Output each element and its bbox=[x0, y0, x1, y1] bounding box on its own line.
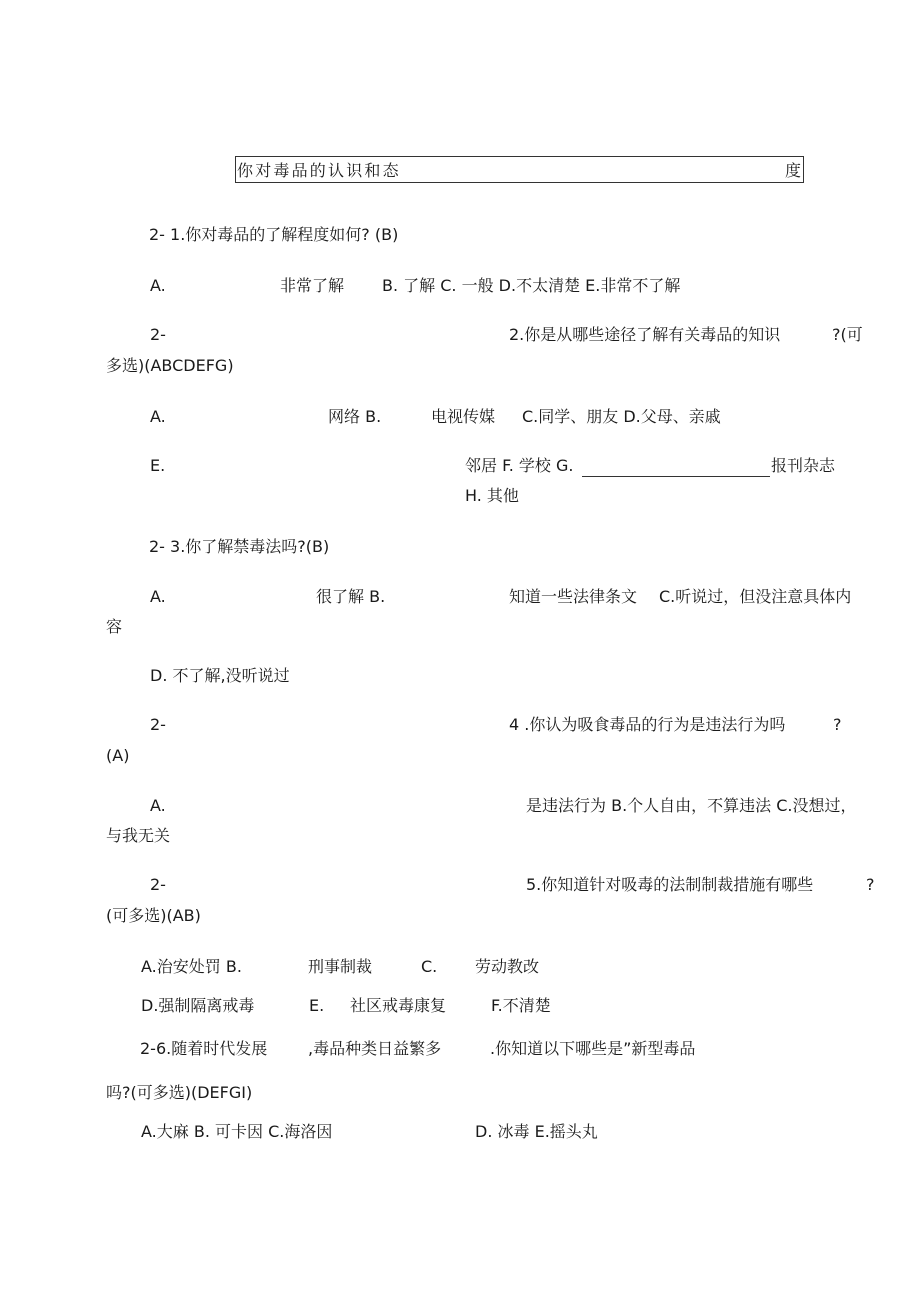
q2-option-a-letter: A. bbox=[150, 407, 166, 426]
q4-option-a-letter: A. bbox=[150, 796, 166, 815]
q5-option-b-text: 刑事制裁 bbox=[308, 957, 373, 976]
q5-option-c-text: 劳动教改 bbox=[475, 957, 540, 976]
q6-options-line1: A.大麻 B. 可卡因 C.海洛因 bbox=[141, 1122, 333, 1141]
q4-answer: (A) bbox=[106, 746, 130, 765]
q6-options-line2: D. 冰毒 E.摇头丸 bbox=[475, 1122, 598, 1141]
q5-option-f-text: F.不清楚 bbox=[491, 996, 551, 1015]
q5-option-c-letter: C. bbox=[421, 957, 438, 976]
q3-option-c-text: C.听说过，但没注意具体内 bbox=[659, 587, 852, 606]
q2-option-cd-text: C.同学、朋友 D.父母、亲戚 bbox=[522, 407, 721, 426]
q2-blank-line bbox=[582, 476, 770, 477]
q2-stem-end: ?(可 bbox=[832, 325, 863, 344]
q3-option-a-text: 很了解 B. bbox=[316, 587, 386, 606]
q2-option-h-text: H. 其他 bbox=[465, 486, 519, 505]
q5-option-ab-text: A.治安处罚 B. bbox=[141, 957, 242, 976]
q3-option-c-continued: 容 bbox=[106, 617, 123, 636]
q3-option-b-text: 知道一些法律条文 bbox=[509, 587, 638, 606]
q5-option-d-text: D.强制隔离戒毒 bbox=[141, 996, 255, 1015]
q3-stem: 2- 3.你了解禁毒法吗?(B) bbox=[149, 537, 330, 556]
q6-stem-part2: ,毒品种类日益繁多 bbox=[308, 1039, 442, 1058]
q5-option-e-letter: E. bbox=[309, 996, 325, 1015]
q4-options-text: 是违法行为 B.个人自由，不算违法 C.没想过， bbox=[526, 796, 857, 815]
q5-stem-continued: (可多选)(AB) bbox=[106, 906, 201, 925]
q5-stem-end: ? bbox=[866, 875, 875, 894]
q3-option-d-text: D. 不了解,没听说过 bbox=[150, 666, 290, 685]
q2-option-b-text: 电视传媒 bbox=[431, 407, 496, 426]
q2-stem: 2.你是从哪些途径了解有关毒品的知识 bbox=[509, 325, 781, 344]
q4-stem: 4 .你认为吸食毒品的行为是违法行为吗 bbox=[509, 715, 786, 734]
document-title-box bbox=[235, 156, 804, 183]
q4-number: 2- bbox=[150, 715, 166, 734]
q5-option-e-text: 社区戒毒康复 bbox=[350, 996, 447, 1015]
q2-stem-continued: 多选)(ABCDEFG) bbox=[106, 356, 234, 375]
document-title: 你对毒品的认识和态 bbox=[237, 161, 401, 180]
q2-option-a-text: 网络 B. bbox=[328, 407, 382, 426]
q4-options-continued: 与我无关 bbox=[106, 826, 171, 845]
q5-number: 2- bbox=[150, 875, 166, 894]
q6-stem-part3: .你知道以下哪些是”新型毒品 bbox=[490, 1039, 696, 1058]
q2-option-efg-text: 邻居 F. 学校 G. bbox=[465, 456, 574, 475]
q3-option-a-letter: A. bbox=[150, 587, 166, 606]
q4-stem-end: ? bbox=[833, 715, 842, 734]
q1-option-a-letter: A. bbox=[150, 276, 166, 295]
q2-option-e-letter: E. bbox=[150, 456, 166, 475]
q1-option-a-text: 非常了解 bbox=[280, 276, 345, 295]
q6-stem-continued: 吗?(可多选)(DEFGI) bbox=[106, 1083, 253, 1102]
q1-options-rest: B. 了解 C. 一般 D.不太清楚 E.非常不了解 bbox=[382, 276, 681, 295]
q5-stem: 5.你知道针对吸毒的法制制裁措施有哪些 bbox=[526, 875, 814, 894]
q2-number: 2- bbox=[150, 325, 166, 344]
document-title-end: 度 bbox=[784, 161, 801, 180]
q1-stem: 2- 1.你对毒品的了解程度如何? (B) bbox=[149, 225, 399, 244]
q2-option-g-text: 报刊杂志 bbox=[771, 456, 836, 475]
q6-stem-part1: 2-6.随着时代发展 bbox=[140, 1039, 268, 1058]
